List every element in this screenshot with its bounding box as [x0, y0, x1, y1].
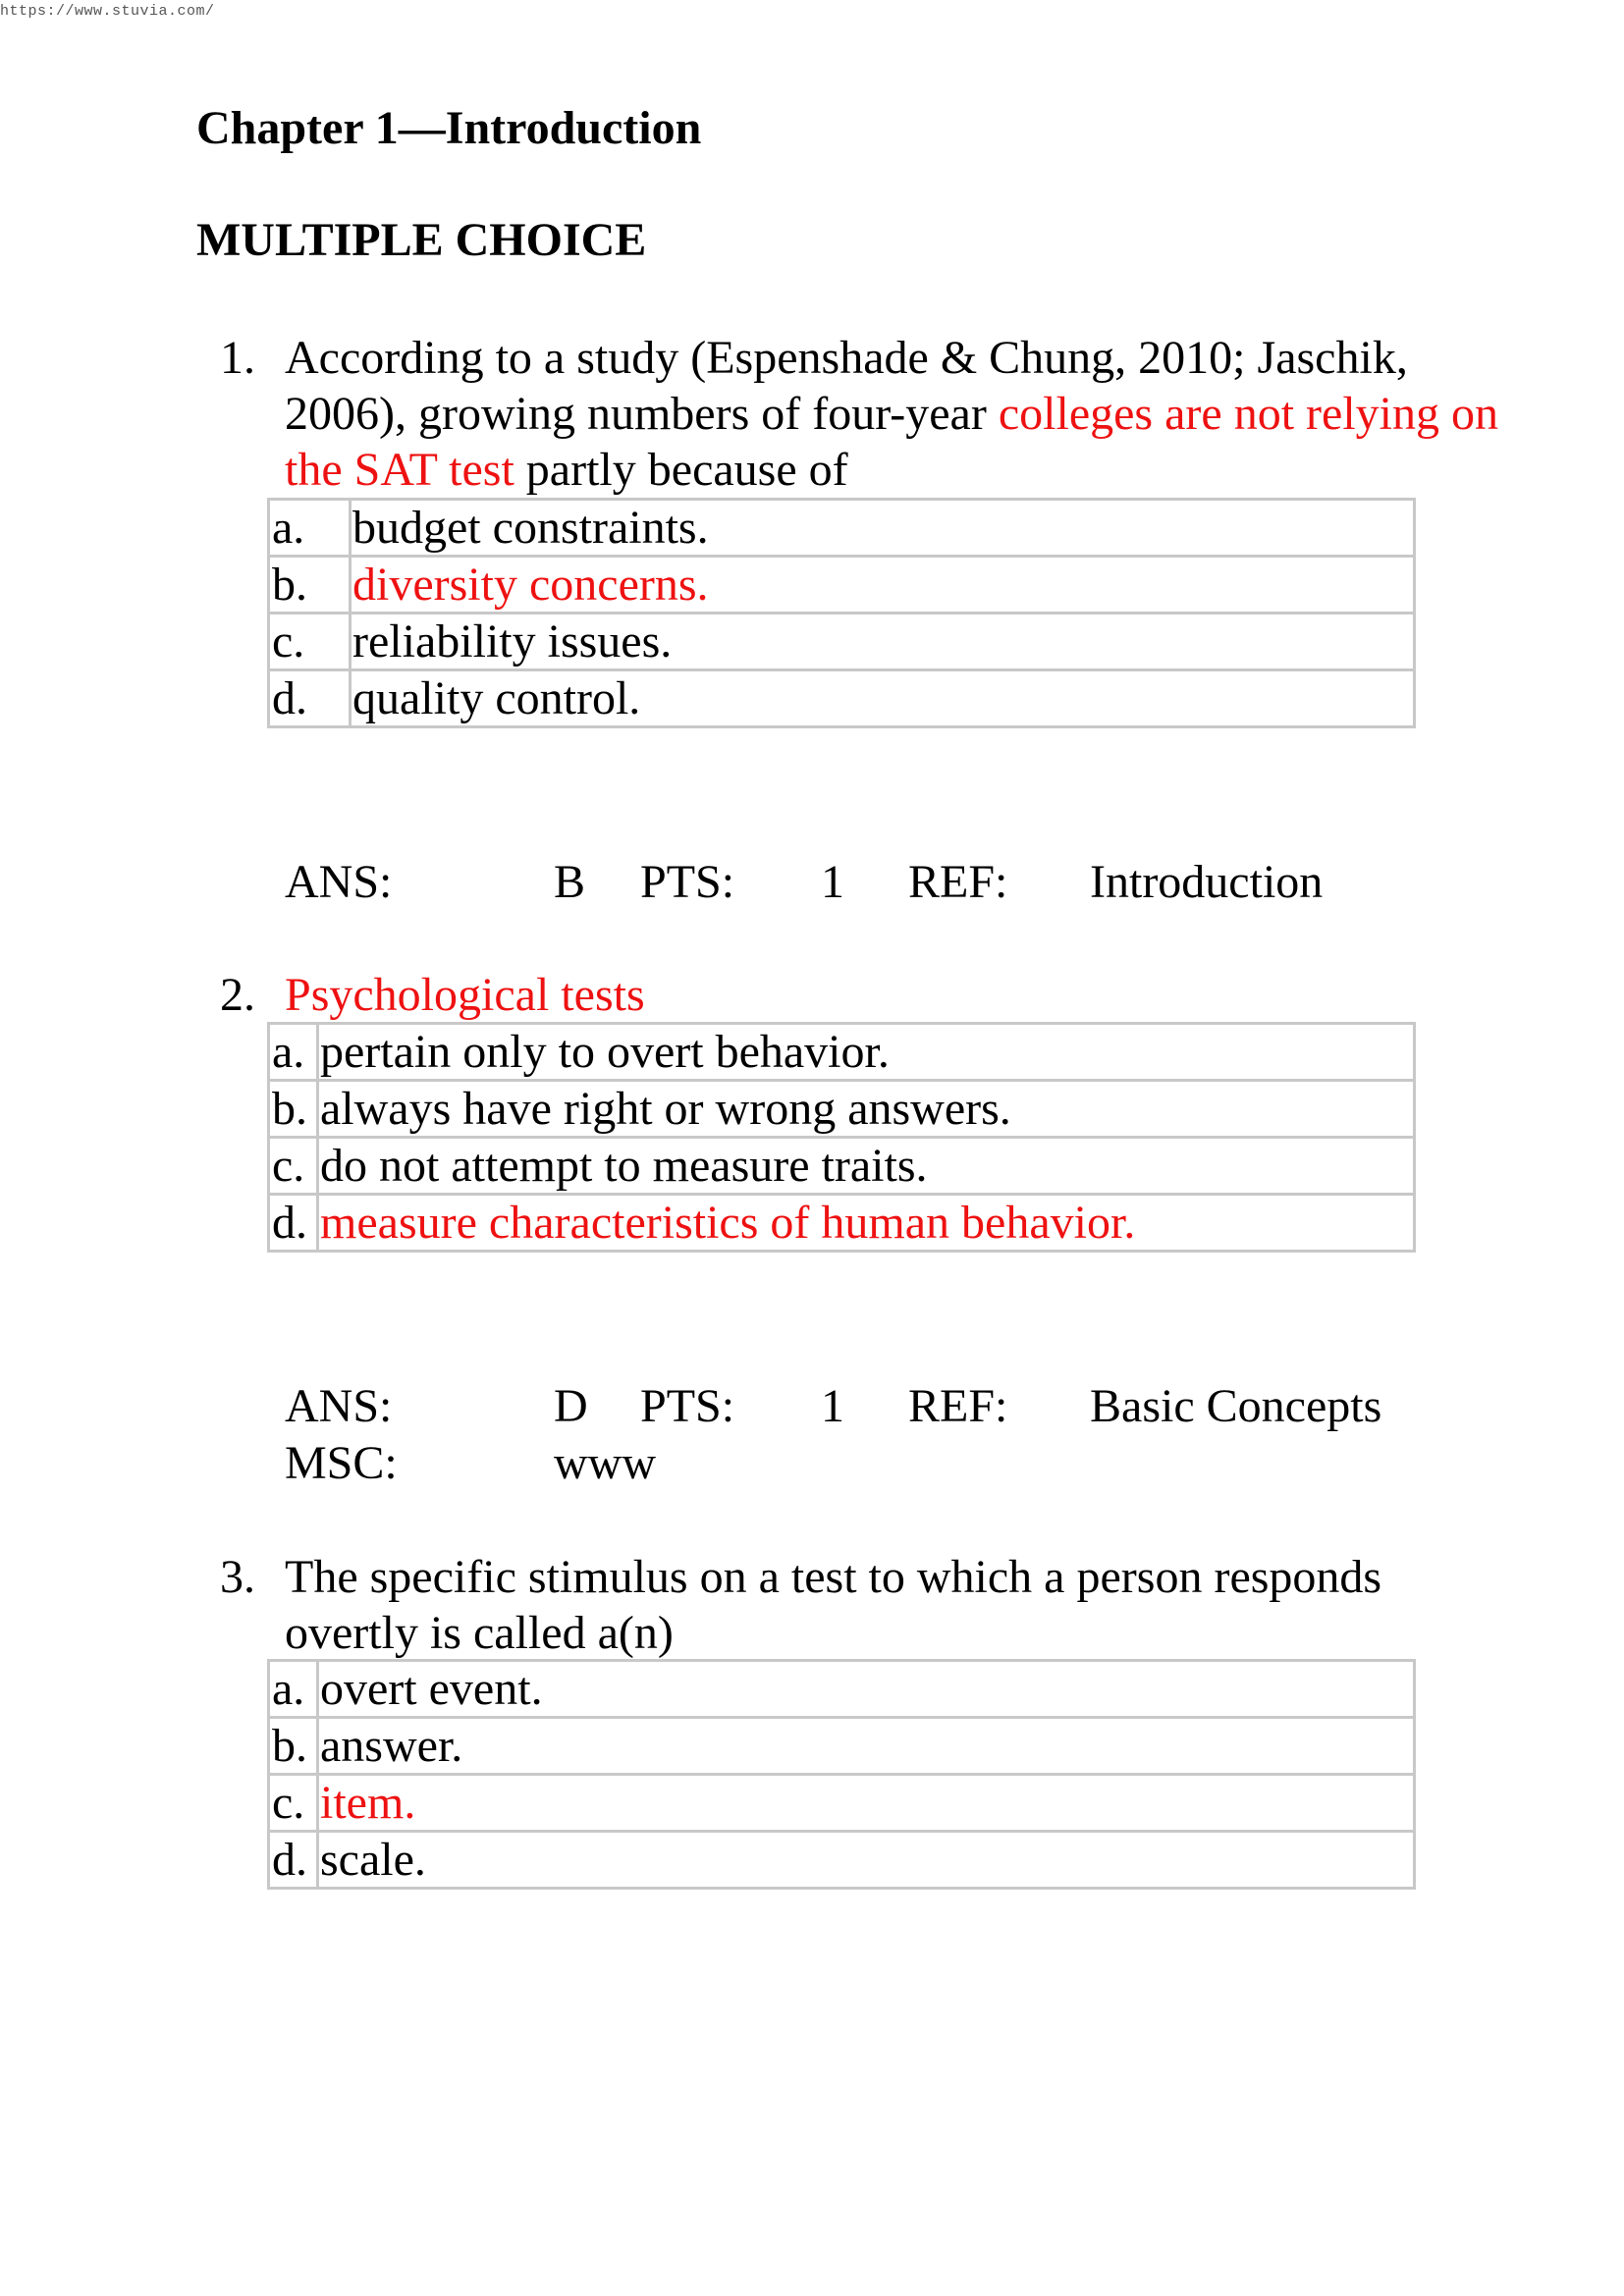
chapter-title: Chapter 1—Introduction — [196, 102, 702, 154]
option-letter: b. — [269, 1081, 318, 1138]
option-text: scale. — [318, 1832, 1415, 1889]
option-row[interactable] — [269, 1081, 1415, 1138]
ans-label: ANS: — [285, 856, 393, 908]
option-row[interactable] — [269, 1775, 1415, 1832]
option-text: budget constraints. — [351, 500, 1415, 557]
question-number: 2. — [220, 969, 255, 1021]
option-letter: c. — [269, 1775, 318, 1832]
option-text: reliability issues. — [351, 614, 1415, 670]
question-stem: Psychological tests — [285, 969, 645, 1021]
option-row[interactable] — [269, 557, 1415, 614]
option-row[interactable] — [269, 1138, 1415, 1195]
option-text: do not attempt to measure traits. — [318, 1138, 1415, 1195]
option-row[interactable] — [269, 1661, 1415, 1718]
option-row[interactable] — [269, 500, 1415, 557]
pts-label: PTS: — [640, 1380, 735, 1432]
stem-text: partly because of — [514, 444, 848, 496]
pts-label: PTS: — [640, 856, 735, 908]
option-letter: d. — [269, 670, 351, 727]
option-text: overt event. — [318, 1661, 1415, 1718]
option-row[interactable] — [269, 670, 1415, 727]
question-number: 3. — [220, 1551, 255, 1603]
section-title: MULTIPLE CHOICE — [196, 214, 647, 266]
question-number: 1. — [220, 332, 255, 384]
options-table — [267, 1022, 1416, 1253]
option-row[interactable] — [269, 1024, 1415, 1081]
msc-value: www — [554, 1437, 656, 1489]
option-letter: d. — [269, 1195, 318, 1252]
option-text: quality control. — [351, 670, 1415, 727]
ans-value: D — [554, 1380, 588, 1432]
option-letter: b. — [269, 557, 351, 614]
option-text: always have right or wrong answers. — [318, 1081, 1415, 1138]
pts-value: 1 — [821, 856, 844, 908]
option-text-correct: diversity concerns. — [351, 557, 1415, 614]
option-row[interactable] — [269, 1195, 1415, 1252]
option-row[interactable] — [269, 1718, 1415, 1775]
option-letter: b. — [269, 1718, 318, 1775]
option-letter: c. — [269, 614, 351, 670]
ref-value: Introduction — [1090, 856, 1324, 908]
question-stem — [285, 330, 1517, 498]
question-stem: The specific stimulus on a test to which a person responds overtly is called a(n) — [285, 1551, 1382, 1659]
ref-value: Basic Concepts — [1090, 1380, 1382, 1432]
ref-label: REF: — [908, 856, 1008, 908]
option-text: pertain only to overt behavior. — [318, 1024, 1415, 1081]
option-row[interactable] — [269, 1832, 1415, 1889]
stem-text: According to a study (Espenshade & Chung, 2010; Jaschik, 2006), growing numbers of four-year — [285, 332, 1408, 440]
options-table — [267, 1659, 1416, 1890]
options-table — [267, 498, 1416, 728]
option-letter: d. — [269, 1832, 318, 1889]
option-text-correct: item. — [318, 1775, 1415, 1832]
option-text-correct: measure characteristics of human behavior. — [318, 1195, 1415, 1252]
option-letter: c. — [269, 1138, 318, 1195]
pts-value: 1 — [821, 1380, 844, 1432]
msc-label: MSC: — [285, 1437, 398, 1489]
ans-label: ANS: — [285, 1380, 393, 1432]
ans-value: B — [554, 856, 586, 908]
option-row[interactable] — [269, 614, 1415, 670]
stem-highlight: colleges are not relying on the SAT test — [285, 388, 1498, 496]
ref-label: REF: — [908, 1380, 1008, 1432]
option-letter: a. — [269, 1661, 318, 1718]
option-letter: a. — [269, 1024, 318, 1081]
option-letter: a. — [269, 500, 351, 557]
option-text: answer. — [318, 1718, 1415, 1775]
source-url: https://www.stuvia.com/ — [0, 3, 215, 20]
